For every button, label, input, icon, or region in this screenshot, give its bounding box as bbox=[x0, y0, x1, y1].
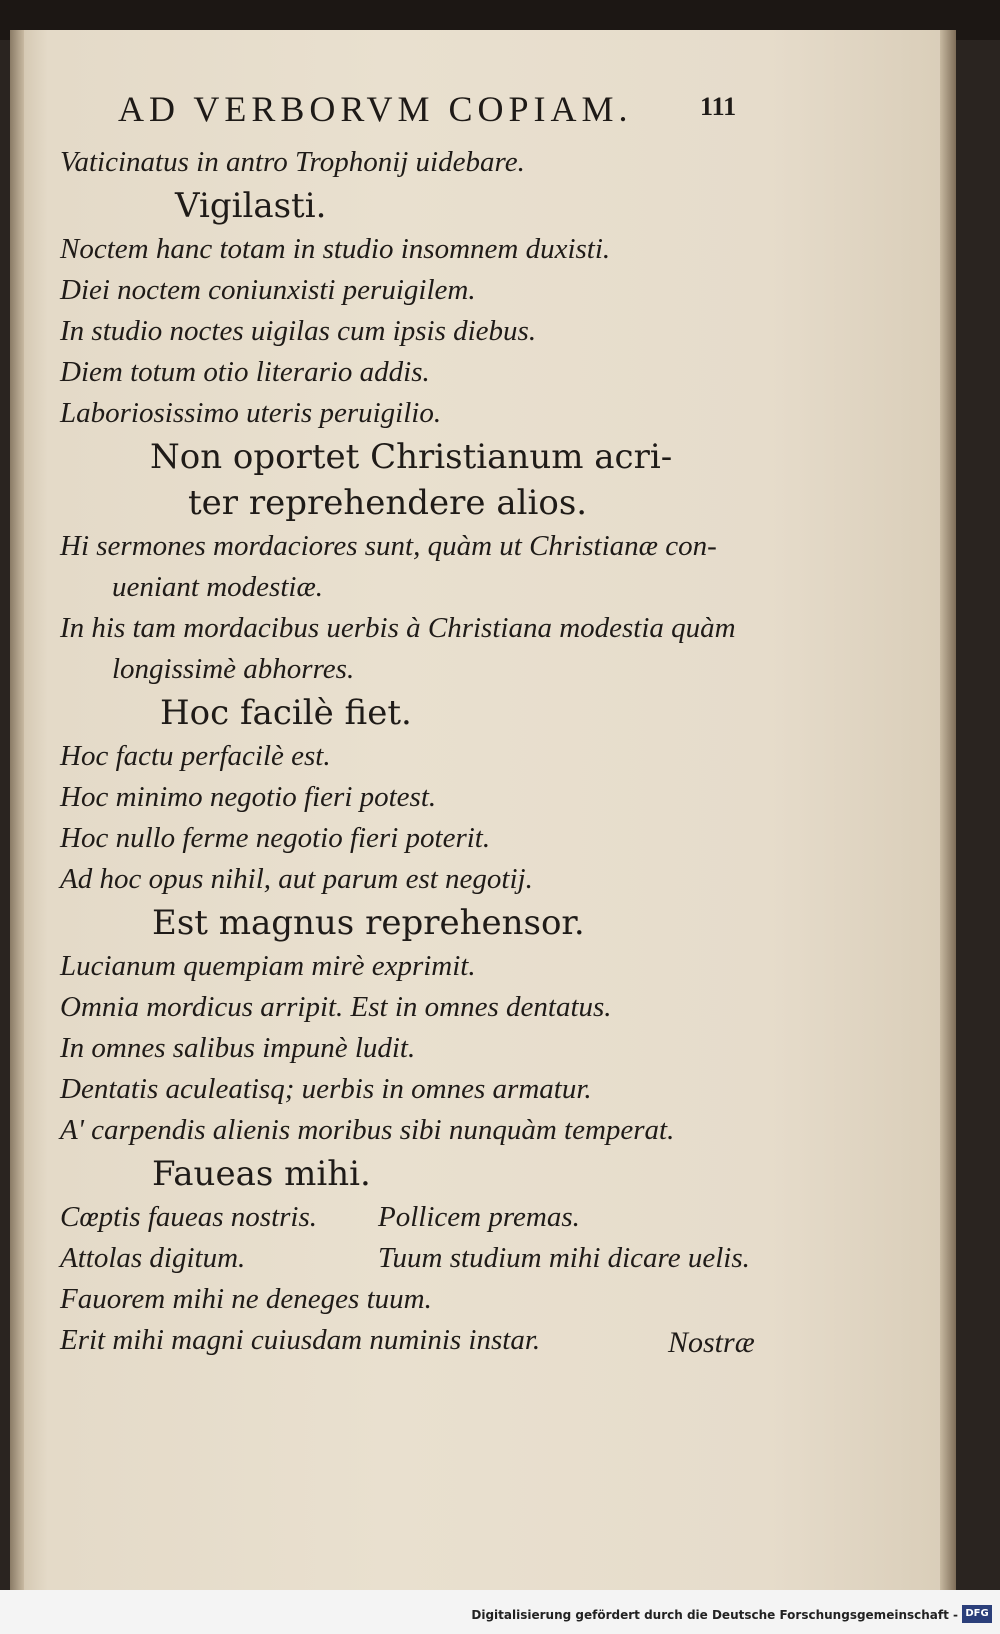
section-heading: Faueas mihi. bbox=[152, 1154, 371, 1194]
text-line: Omnia mordicus arripit. Est in omnes dentatus. bbox=[60, 991, 612, 1023]
text-line-continued: longissimè abhorres. bbox=[112, 653, 355, 685]
text-line: Vaticinatus in antro Trophonij uidebare. bbox=[60, 146, 525, 178]
text-line: Lucianum quempiam mirè exprimit. bbox=[60, 950, 476, 982]
text-line: Laboriosissimo uteris peruigilio. bbox=[60, 397, 442, 429]
text-line: Diei noctem coniunxisti peruigilem. bbox=[60, 274, 476, 306]
section-heading: Est magnus reprehensor. bbox=[152, 903, 585, 943]
text-line: A' carpendis alienis moribus sibi nunquàm temperat. bbox=[60, 1114, 675, 1146]
phrase: Pollicem premas. bbox=[378, 1201, 580, 1233]
text-line: Noctem hanc totam in studio insomnem duxisti. bbox=[60, 233, 611, 265]
page-gutter bbox=[10, 30, 24, 1590]
section-heading-continued: ter reprehendere alios. bbox=[188, 483, 588, 523]
page-body bbox=[60, 142, 800, 1361]
text-line: Hoc nullo ferme negotio fieri poterit. bbox=[60, 822, 491, 854]
text-line: Diem totum otio literario addis. bbox=[60, 356, 430, 388]
catchword: Nostræ bbox=[668, 1326, 755, 1359]
page-edge-stack bbox=[940, 30, 956, 1590]
text-line: In studio noctes uigilas cum ipsis diebus. bbox=[60, 315, 537, 347]
page-number: 111 bbox=[700, 92, 737, 121]
text-line-continued: ueniant modestiæ. bbox=[112, 571, 324, 603]
text-line bbox=[60, 1238, 800, 1279]
text-line: Dentatis aculeatisq; uerbis in omnes armatur. bbox=[60, 1073, 592, 1105]
phrase: Attolas digitum. bbox=[60, 1242, 246, 1274]
text-line: In his tam mordacibus uerbis à Christiana modestia quàm bbox=[60, 612, 736, 644]
text-line: Hoc minimo negotio fieri potest. bbox=[60, 781, 437, 813]
dfg-logo-icon: DFG bbox=[962, 1605, 992, 1623]
digitization-credit: Digitalisierung gefördert durch die Deutsche Forschungsgemeinschaft - bbox=[471, 1608, 958, 1622]
text-line: Erit mihi magni cuiusdam numinis instar. bbox=[60, 1324, 541, 1356]
text-line: Hoc factu perfacilè est. bbox=[60, 740, 331, 772]
phrase: Cœptis faueas nostris. bbox=[60, 1201, 318, 1233]
text-line bbox=[60, 1197, 800, 1238]
text-line: Fauorem mihi ne deneges tuum. bbox=[60, 1283, 432, 1315]
section-heading: Non oportet Christianum acri- bbox=[150, 437, 673, 477]
phrase: Tuum studium mihi dicare uelis. bbox=[378, 1242, 750, 1274]
text-line: Ad hoc opus nihil, aut parum est negotij. bbox=[60, 863, 533, 895]
section-heading: Vigilasti. bbox=[175, 186, 327, 226]
text-line: In omnes salibus impunè ludit. bbox=[60, 1032, 416, 1064]
section-heading: Hoc facilè fiet. bbox=[160, 693, 412, 733]
running-title: AD VERBORVM COPIAM. bbox=[118, 89, 633, 129]
text-line: Hi sermones mordaciores sunt, quàm ut Christianæ con- bbox=[60, 530, 717, 562]
